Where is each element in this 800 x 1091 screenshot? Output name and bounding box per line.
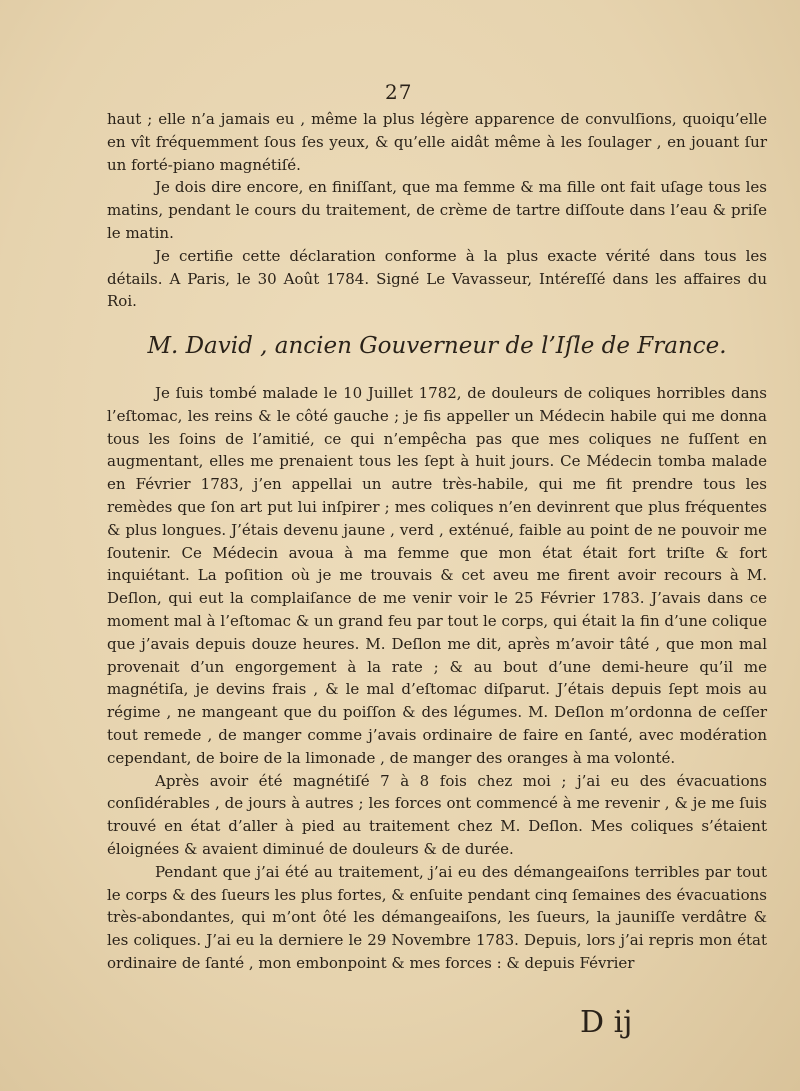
paragraph: Je certifie cette déclaration conforme à la plus exacte vérité dans tous les détails. A Paris, le 30 Août 1784. Signé Le Vavasseur, Intéreſſé dans les affaires du Roi.	[107, 246, 767, 311]
paragraph: Je ſuis tombé malade le 10 Juillet 1782, de douleurs de coliques horribles dans l’eſtomac, les reins & le côté gauche ; je fis appeller un Médecin habile qui me donna tous les ſoins de l’amitié, ce qui n’empêcha pas que mes coliques ne fuſſent en augmentant, elles me prenaient tous les ſept à huit jours. Ce Médecin tomba malade en Février 1783, j’en appellai un autre très-habile, qui me fit prendre tous les remèdes que ſon art put lui inſpirer ; mes coliques n’en devinrent que plus fréquentes & plus longues. J’étais devenu jaune , verd , exténué, faible au point de ne pouvoir me ſoutenir. Ce Médecin avoua à ma femme que mon état était fort triſte & fort inquiétant. La poſition où je me trouvais & cet aveu me firent avoir recours à M. Deſlon, qui eut la complaiſance de me venir voir le 25 Février 1783. J’avais dans ce moment mal à l’eſtomac & un grand feu par tout le corps, qui était la fin d’une colique que j’avais depuis douze heures. M. Deſlon me dit, après m’avoir tâté , que mon mal provenait d’un engorgement à la rate ; & au bout d’une demi-heure qu’il me magnétiſa, je devins frais , & le mal d’eſtomac diſparut. J’étais depuis ſept mois au régime , ne mangeant que du poiſſon & des légumes. M. Deſlon m’ordonna de ceſſer tout remede , de manger comme j’avais ordinaire de faire en ſanté, avec modération cependant, de boire de la limonade , de manger des oranges à ma volonté.	[107, 383, 767, 767]
page-number: 27	[385, 80, 413, 104]
paragraph: Pendant que j’ai été au traitement, j’ai eu des démangeaiſons terribles par tout le corps & des ſueurs les plus fortes, & enſuite pendant cinq ſemaines des évacuations très-abondantes, qui m’ont ôté les démangeaiſons, les ſueurs, la jauniſſe verdâtre & les coliques. J’ai eu la derniere le 29 Novembre 1783. Depuis, lors j’ai repris mon état ordinaire de ſanté , mon embonpoint & mes forces : & depuis Février	[107, 862, 767, 972]
signature-mark: D ij	[580, 1005, 633, 1040]
section-heading: M. David , ancien Gouverneur de l’Iſle de France.	[147, 333, 727, 360]
paragraph: Je dois dire encore, en finiſſant, que ma femme & ma fille ont fait uſage tous les matins, pendant le cours du traitement, de crème de tartre diſſoute dans l’eau & priſe le matin.	[107, 178, 767, 242]
body-text	[107, 108, 767, 975]
paragraph-continuation: haut ; elle n’a jamais eu , même la plus légère apparence de convulſions, quoiqu’elle en vît fréquemment ſous ſes yeux, & qu’elle aidât même à les ſoulager , en jouant ſur un forté-piano magnétiſé.	[107, 110, 767, 174]
paragraph: Après avoir été magnétiſé 7 à 8 fois chez moi ; j’ai eu des évacuations conſidérables , de jours à autres ; les forces ont commencé à me revenir , & je me ſuis trouvé en état d’aller à pied au traitement chez M. Deſlon. Mes coliques s’étaient éloignées & avaient diminué de douleurs & de durée.	[107, 771, 767, 858]
